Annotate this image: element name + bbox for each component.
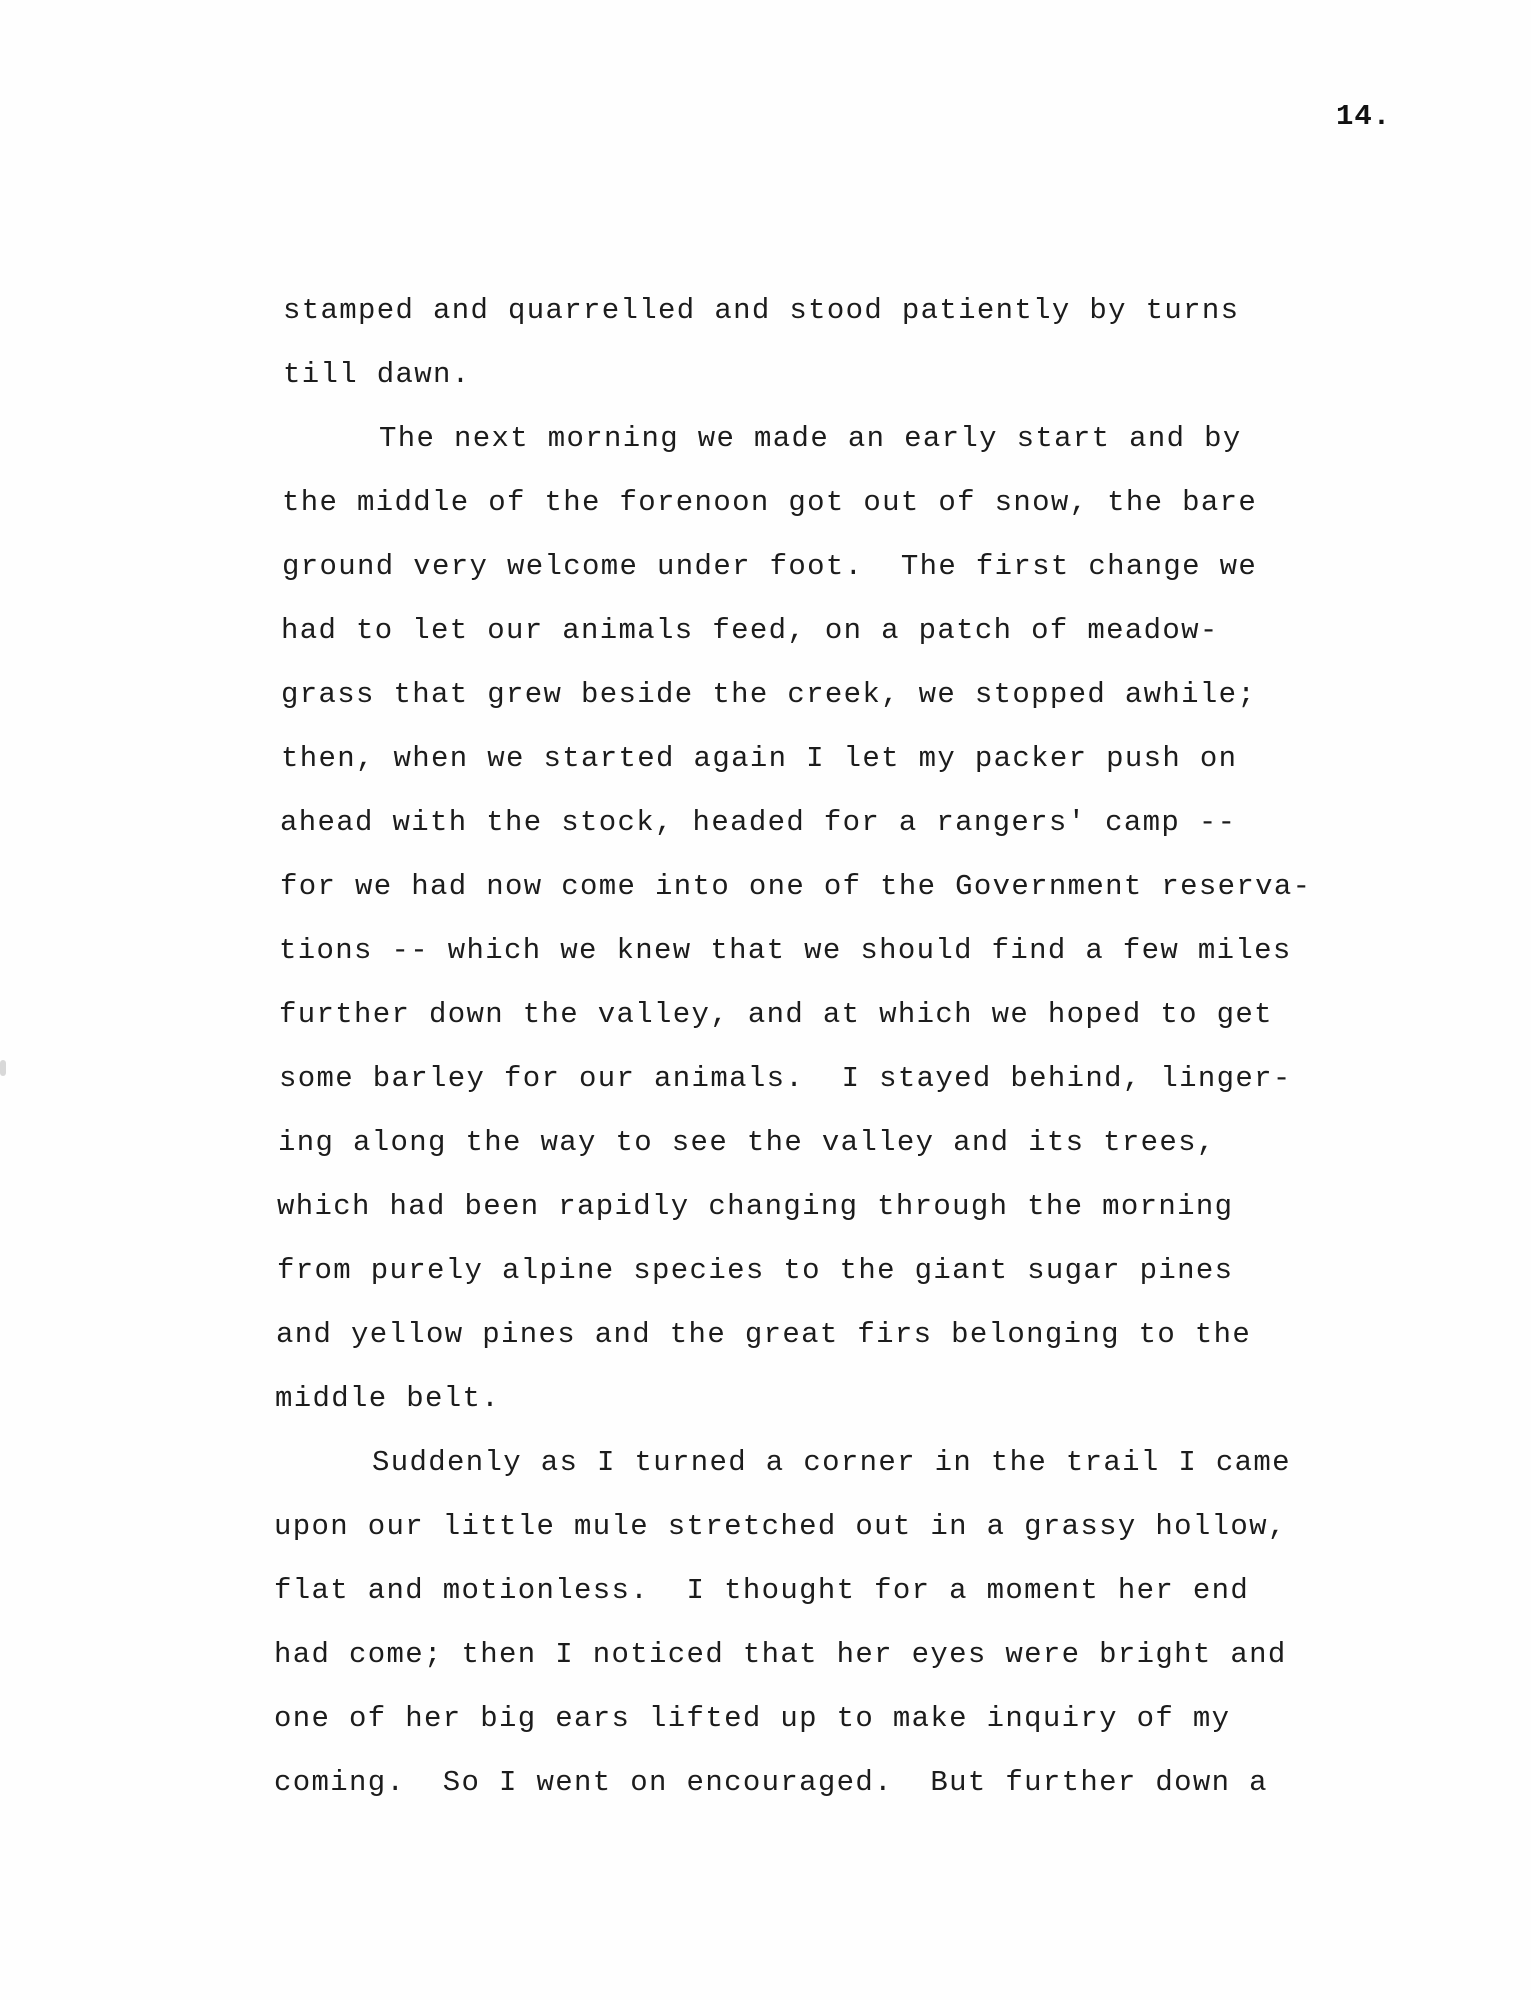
- text-line: from purely alpine species to the giant sugar pines: [277, 1254, 1234, 1287]
- text-line: flat and motionless. I thought for a moment her end: [274, 1574, 1250, 1607]
- text-line: Suddenly as I turned a corner in the trail I came: [372, 1446, 1291, 1479]
- text-line: coming. So I went on encouraged. But further down a: [274, 1766, 1268, 1799]
- text-line: the middle of the forenoon got out of snow, the bare: [282, 486, 1258, 519]
- text-line: had to let our animals feed, on a patch of meadow-: [281, 614, 1219, 647]
- text-line: upon our little mule stretched out in a grassy hollow,: [274, 1510, 1287, 1543]
- text-line: grass that grew beside the creek, we stopped awhile;: [281, 678, 1257, 711]
- text-line: then, when we started again I let my packer push on: [281, 742, 1238, 775]
- text-line: which had been rapidly changing through the morning: [277, 1190, 1234, 1223]
- text-line: had come; then I noticed that her eyes were bright and: [274, 1638, 1287, 1671]
- page-number: 14.: [1336, 100, 1392, 133]
- text-line: stamped and quarrelled and stood patiently by turns: [283, 294, 1240, 327]
- text-line: and yellow pines and the great firs belonging to the: [276, 1318, 1252, 1351]
- paper-smudge: [0, 1060, 6, 1076]
- text-line: ground very welcome under foot. The first change we: [282, 550, 1258, 583]
- text-line: some barley for our animals. I stayed behind, linger-: [279, 1062, 1292, 1095]
- text-line: middle belt.: [275, 1382, 501, 1415]
- text-line: tions -- which we knew that we should find a few miles: [279, 934, 1292, 967]
- text-line: for we had now come into one of the Government reserva-: [280, 870, 1312, 903]
- text-line: till dawn.: [283, 358, 471, 391]
- text-line: further down the valley, and at which we hoped to get: [279, 998, 1273, 1031]
- text-line: ahead with the stock, headed for a rangers' camp --: [280, 806, 1237, 839]
- text-line: one of her big ears lifted up to make inquiry of my: [274, 1702, 1231, 1735]
- text-line: The next morning we made an early start and by: [379, 422, 1242, 455]
- text-line: ing along the way to see the valley and its trees,: [278, 1126, 1216, 1159]
